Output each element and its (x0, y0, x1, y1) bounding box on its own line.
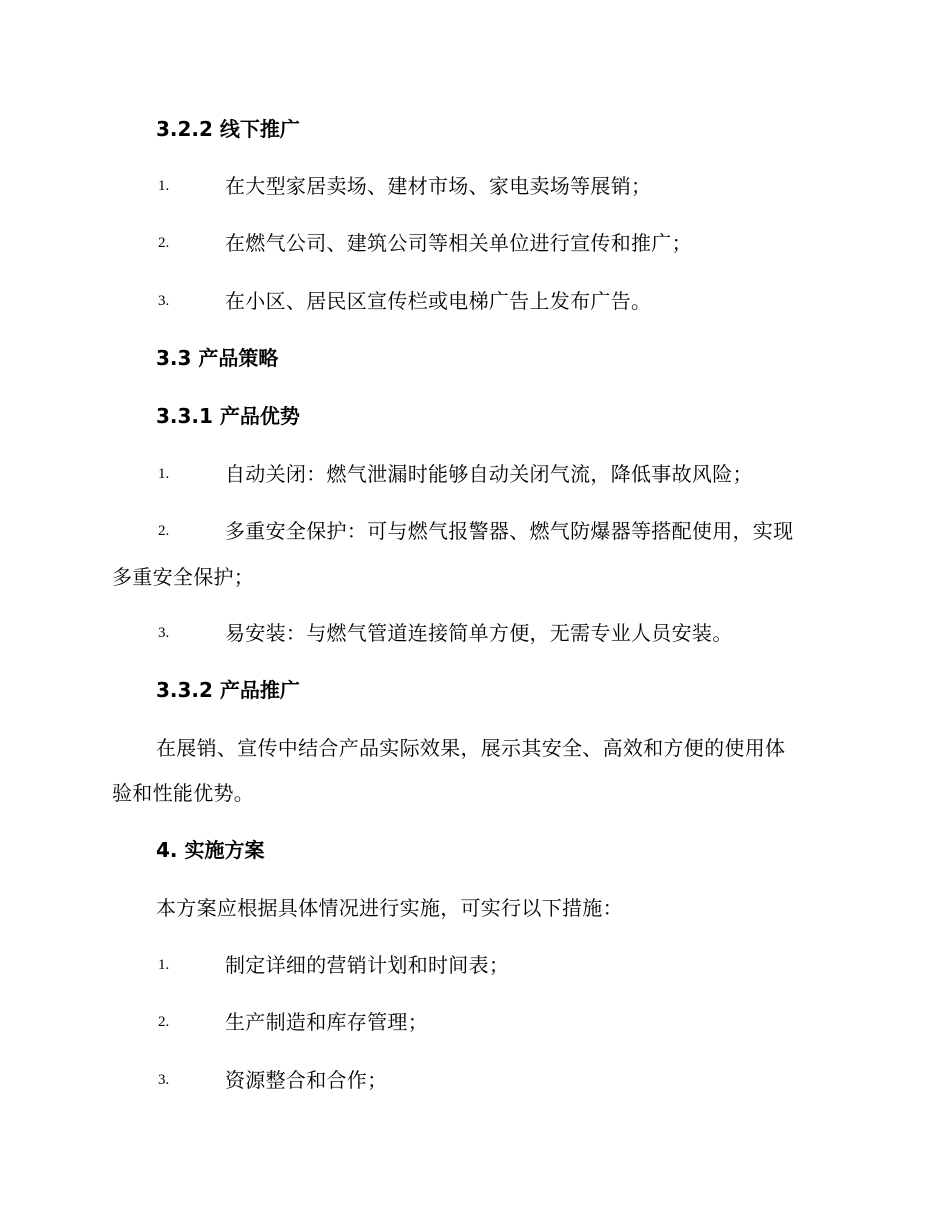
paragraph-line: 在展销、宣传中结合产品实际效果，展示其安全、高效和方便的使用体 (156, 736, 786, 760)
list-item-number: 3. (158, 1072, 170, 1088)
section-heading-3-3-1: 3.3.1 产品优势 (156, 404, 300, 428)
list-item-number: 2. (158, 235, 170, 251)
list-item-number: 3. (158, 625, 170, 641)
list-item-number: 1. (158, 957, 170, 973)
list-item-text: 在小区、居民区宣传栏或电梯广告上发布广告。 (225, 289, 652, 313)
list-item-number: 2. (158, 523, 170, 539)
list-item-text: 资源整合和合作； (225, 1068, 388, 1092)
list-item-text: 多重安全保护：可与燃气报警器、燃气防爆器等搭配使用，实现 (225, 519, 794, 543)
implementation-intro: 本方案应根据具体情况进行实施，可实行以下措施： (156, 896, 623, 920)
list-item-text: 制定详细的营销计划和时间表； (225, 953, 510, 977)
list-item-text: 在大型家居卖场、建材市场、家电卖场等展销； (225, 174, 652, 198)
section-heading-3-2-2: 3.2.2 线下推广 (156, 117, 300, 141)
list-item-number: 3. (158, 293, 170, 309)
section-heading-4: 4. 实施方案 (156, 838, 265, 862)
list-item-number: 2. (158, 1014, 170, 1030)
section-heading-3-3: 3.3 产品策略 (156, 346, 279, 370)
list-item-text: 易安装：与燃气管道连接简单方便，无需专业人员安装。 (225, 621, 733, 645)
list-item-text: 在燃气公司、建筑公司等相关单位进行宣传和推广； (225, 231, 692, 255)
list-item-text: 自动关闭：燃气泄漏时能够自动关闭气流，降低事故风险； (225, 462, 753, 486)
list-item-continuation: 多重安全保护； (112, 565, 255, 589)
paragraph-line: 验和性能优势。 (112, 781, 255, 805)
list-item-text: 生产制造和库存管理； (225, 1010, 428, 1034)
section-heading-3-3-2: 3.3.2 产品推广 (156, 678, 300, 702)
list-item-number: 1. (158, 178, 170, 194)
list-item-number: 1. (158, 466, 170, 482)
